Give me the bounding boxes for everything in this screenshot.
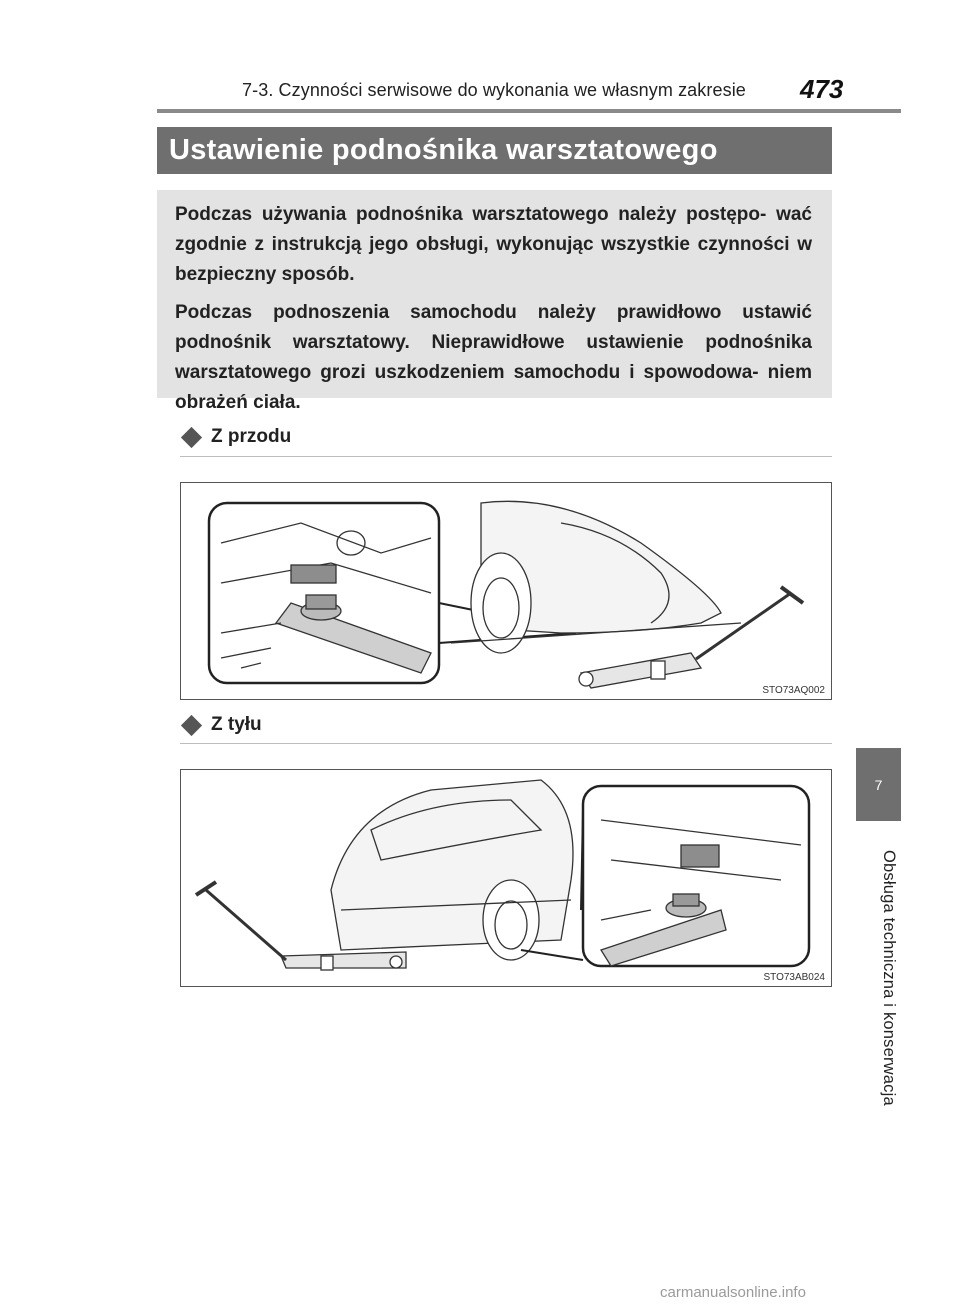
- front-heading: [180, 426, 291, 448]
- rear-jack-drawing: [181, 770, 832, 987]
- front-jack-drawing: [181, 483, 832, 700]
- watermark: carmanualsonline.info: [660, 1284, 806, 1301]
- front-heading-label: Z przodu: [211, 426, 292, 447]
- front-figure-code: STO73AQ002: [762, 685, 825, 696]
- diamond-bullet-icon: [181, 714, 202, 735]
- rear-jack-illustration: [180, 769, 832, 987]
- front-jack-illustration: [180, 482, 832, 700]
- rear-heading-label: Z tyłu: [211, 714, 262, 735]
- running-header: 7-3. Czynności serwisowe do wykonania we własnym zakresie: [242, 80, 746, 100]
- chapter-tab: 7: [856, 748, 901, 821]
- rear-heading: [180, 714, 262, 736]
- page-number: 473: [800, 74, 844, 104]
- rear-figure-code: STO73AB024: [763, 972, 825, 983]
- intro-paragraph-1: Podczas używania podnośnika warsztatowego należy postępo- wać zgodnie z instrukcją jego obsługi, wykonując wszystkie czynności w bezpieczny sposób.: [175, 204, 812, 285]
- intro-box: [157, 190, 832, 413]
- front-heading-divider: [180, 456, 832, 457]
- rear-heading-divider: [180, 743, 832, 744]
- section-title: Ustawienie podnośnika warsztatowego: [157, 127, 832, 174]
- header-divider: [157, 109, 901, 113]
- diamond-bullet-icon: [181, 426, 202, 447]
- intro-paragraph-2: Podczas podnoszenia samochodu należy prawidłowo ustawić podnośnik warsztatowy. Nieprawidłowe ustawienie podnośnika warsztatowego grozi uszkodzeniem samochodu i spowodowa- niem obrażeń ciała.: [175, 302, 812, 413]
- chapter-title-vertical: Obsługa techniczna i konserwacja: [880, 850, 898, 1106]
